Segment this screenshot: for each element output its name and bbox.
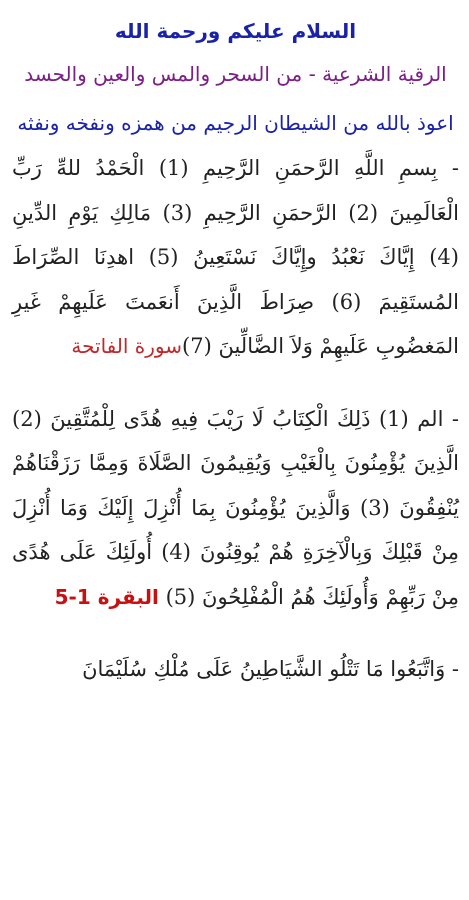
passage-fatiha-text: - بِسمِ اللَّهِ الرَّحمَنِ الرَّحِيمِ (1) الْحَمْدُ للهِّ رَبِّ الْعَالَمِينَ (2) الرَّحمَنِ الرَّحِيمِ (3) مَالِكِ يَوْمِ الدِّينِ (4) إِيَّاكَ نَعْبُدُ وإِيَّاكَ نَسْتَعِينُ (5) اهدِنَا الصِّرَاطَ المُستَقِيمَ (6) صِرَاطَ الَّذِينَ أَنعَمتَ عَلَيهِمْ غَيرِ المَغضُوبِ عَلَيهِمْ وَلاَ الضَّالِّينَ (7) <box>12 156 459 358</box>
greeting-heading: السلام عليكم ورحمة الله <box>114 19 357 43</box>
passage-baqara-text: - الم (1) ذَلِكَ الْكِتَابُ لَا رَيْبَ فِيهِ هُدًى لِلْمُتَّقِينَ (2) الَّذِينَ يُؤْمِنُونَ بِالْغَيْبِ وَيُقِيمُونَ الصَّلَاةَ وَمِمَّا رَزَقْنَاهُمْ يُنْفِقُونَ (3) وَالَّذِينَ يُؤْمِنُونَ بِمَا أُنْزِلَ إِلَيْكَ وَمَا أُنْزِلَ مِنْ قَبْلِكَ وَبِالْآخِرَةِ هُمْ يُوقِنُونَ (4) أُولَئِكَ عَلَى هُدًى مِنْ رَبِّهِمْ وَأُولَئِكَ هُمُ الْمُفْلِحُونَ (5) <box>12 406 459 609</box>
passage-divider <box>12 369 459 397</box>
surah-reference-fatiha: سورة الفاتحة <box>71 334 183 358</box>
ruqyah-subtitle: الرقية الشرعية - من السحر والمس والعين والحسد <box>24 62 447 86</box>
passage-baqara-102 <box>12 647 459 692</box>
passage-divider <box>12 619 459 647</box>
passage-fatiha <box>12 146 459 369</box>
passage-baqara <box>12 397 459 620</box>
surah-reference-baqara: البقرة 1-5 <box>54 584 159 609</box>
passage-baqara-102-text: - وَاتَّبَعُوا مَا تَتْلُو الشَّيَاطِينُ عَلَى مُلْكِ سُلَيْمَانَ <box>82 657 459 681</box>
taawwudh-line: اعوذ بالله من الشيطان الرجيم من همزه ونفخه ونفثه <box>17 111 454 135</box>
